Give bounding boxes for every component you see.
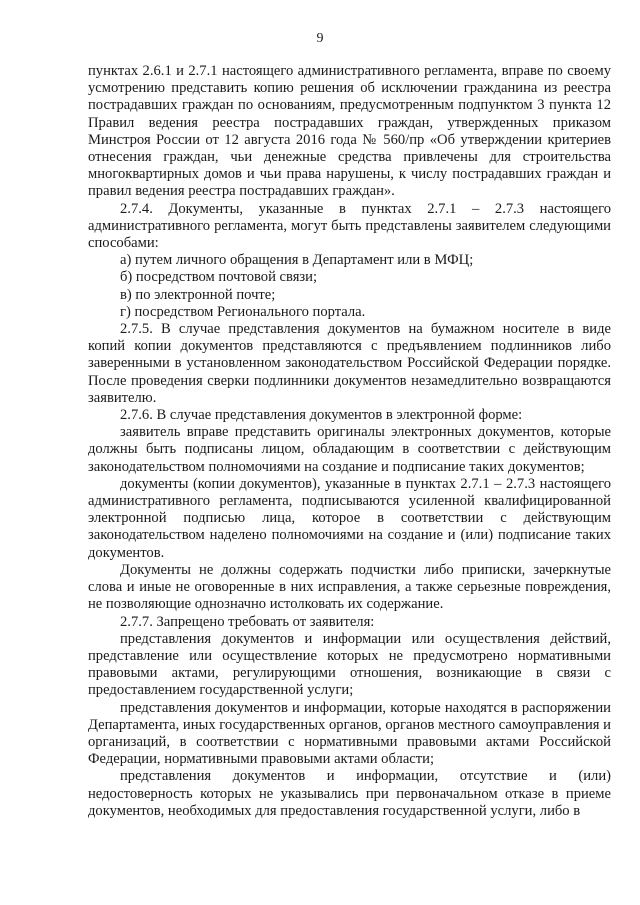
paragraph-2-7-6: 2.7.6. В случае представления документов в электронной форме: <box>120 407 523 424</box>
paragraph-document-copies: документы (копии документов), указанные в пунктах 2.7.1 – 2.7.3 настоящего административного регламента, подписываются усиленной квалифицированной электронной подписью лица, которое в соответствии с действующим законодательством наделено полномочиями на создание и (или) подписание таких документов. <box>88 475 611 561</box>
paragraph-prohibition-2: представления документов и информации, которые находятся в распоряжении Департамента, иных государственных органов, органов местного самоуправления и организаций, в соответствии с нормативными правовыми актами Российской Федерации, нормативными правовыми актами области; <box>88 699 611 768</box>
paragraph-2-7-4: 2.7.4. Документы, указанные в пунктах 2.7.1 – 2.7.3 настоящего административного регламента, могут быть представлены заявителем следующими способами: <box>88 200 611 252</box>
list-item-c: в) по электронной почте; <box>120 286 276 303</box>
list-item-a: а) путем личного обращения в Департамент или в МФЦ; <box>120 252 474 269</box>
page-number: 9 <box>316 31 324 46</box>
paragraph-2-7-7: 2.7.7. Запрещено требовать от заявителя: <box>120 613 375 630</box>
paragraph-prohibition-1: представления документов и информации или осуществления действий, представление или осуществление которых не предусмотрено нормативными правовыми актами, регулирующими отношения, возникающие в связи с предоставлением государственной услуги; <box>88 630 611 699</box>
paragraph-prohibition-3: представления документов и информации, отсутствие и (или) недостоверность которых не указывались при первоначальном отказе в приеме документов, необходимых для предоставления государственной услуги, либо в <box>88 768 611 819</box>
paragraph-no-corrections: Документы не должны содержать подчистки либо приписки, зачеркнутые слова и иные не оговоренные в них исправления, а также серьезные повреждения, не позволяющие однозначно истолковать их содержание. <box>88 561 611 613</box>
paragraph-2-7-5: 2.7.5. В случае представления документов на бумажном носителе в виде копий копии документов представляются с предъявлением подлинников либо заверенными в установленном законодательством Российской Федерации порядке. После проведения сверки подлинники документов незамедлительно возвращаются заявителю. <box>88 321 611 406</box>
paragraph-applicant-originals: заявитель вправе представить оригиналы электронных документов, которые должны быть подписаны лицом, обладающим в соответствии с действующим законодательством полномочиями на создание и подписание таких документов; <box>88 424 611 475</box>
document-body <box>88 63 611 820</box>
list-item-d: г) посредством Регионального портала. <box>120 303 366 320</box>
list-item-b: б) посредством почтовой связи; <box>120 269 318 286</box>
paragraph-intro: пунктах 2.6.1 и 2.7.1 настоящего административного регламента, вправе по своему усмотрению представить копию решения об исключении гражданина из реестра пострадавших граждан по основаниям, предусмотренным подпунктом 3 пункта 12 Правил ведения реестра пострадавших граждан, утвержденных приказом Минстроя России от 12 августа 2016 года № 560/пр «Об утверждении критериев отнесения граждан, чьи денежные средства привлечены для строительства многоквартирных домов и чьи права нарушены, к числу пострадавших граждан и правил ведения реестра пострадавших граждан». <box>88 63 611 200</box>
